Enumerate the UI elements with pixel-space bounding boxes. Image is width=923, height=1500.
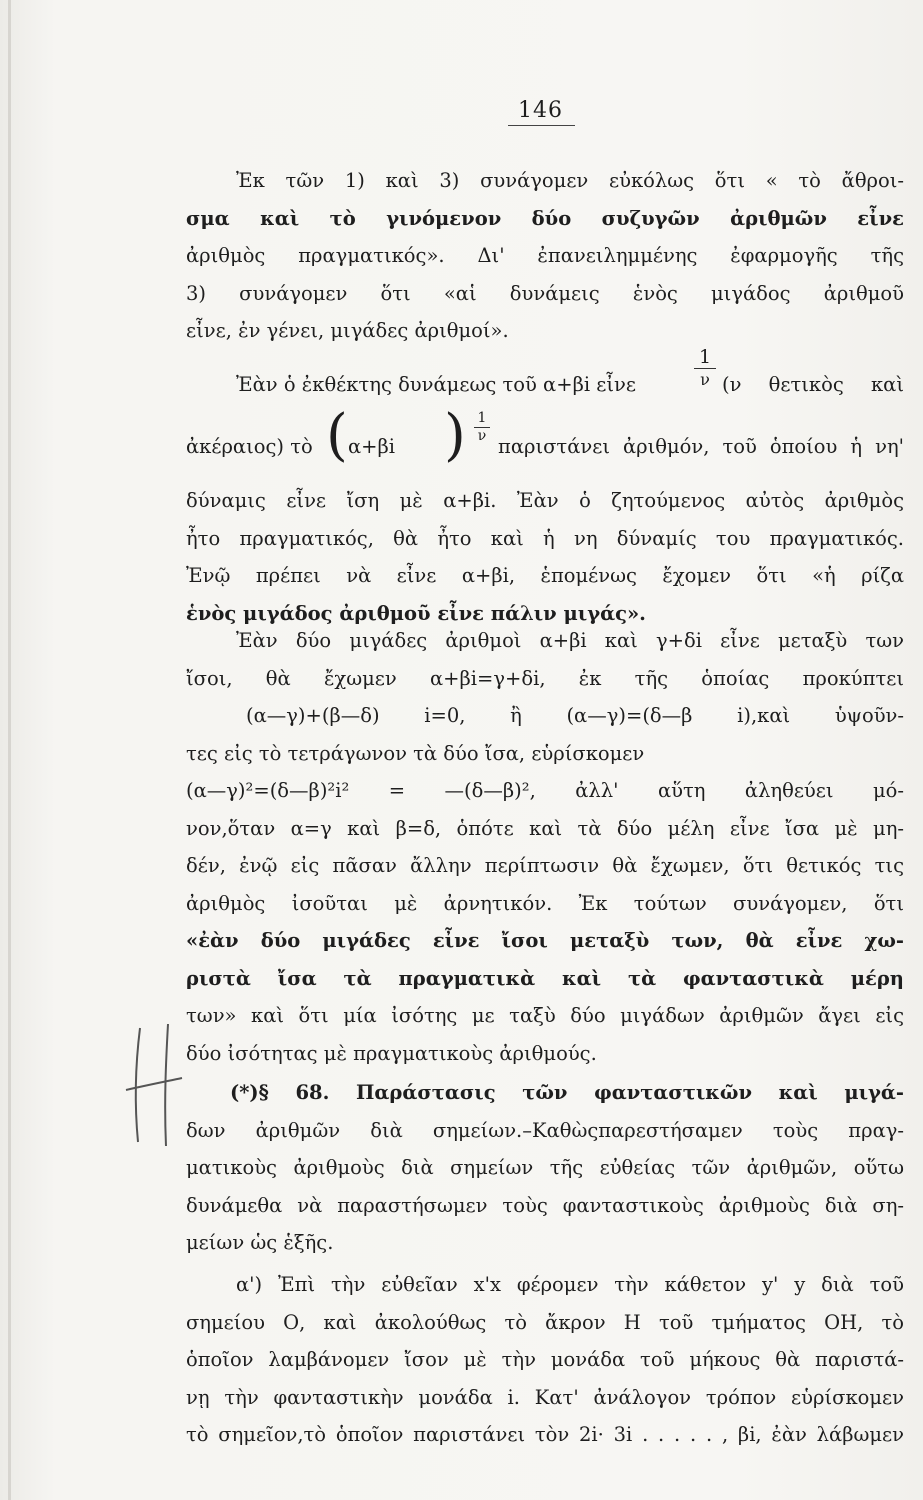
text-line: 3) συνάγομεν ὅτι «αἱ δυνάμεις ἑνὸς μιγάδος ἀριθμοῦ: [186, 281, 904, 305]
paragraph-1: [186, 162, 904, 350]
text-line: Ἐὰν ὁ ἐκθέκτης δυνάμεως τοῦ α+βi εἶνε: [236, 373, 636, 396]
fraction: [694, 346, 716, 391]
text-line: τες εἰς τὸ τετράγωνον τὰ δύο ἴσα, εὑρίσκομεν: [186, 741, 645, 765]
page-fold: [8, 0, 11, 1500]
text-line: ἀριθμὸς πραγματικός». Δι' ἐπανειλημμένης ἐφαρμογῆς τῆς: [186, 244, 904, 267]
text-line: ἀκέραιος) τὸ: [186, 435, 313, 458]
text-line: ἦτο πραγματικός, θὰ ἦτο καὶ ἡ νη δύναμίς του πραγματικός.: [186, 526, 904, 550]
text-line: δύο ἰσότητας μὲ πραγματικοὺς ἀριθμούς.: [186, 1041, 597, 1065]
text-line: ἴσοι, θὰ ἔχωμεν α+βi=γ+δi, ἐκ τῆς ὁποίας προκύπτει: [186, 666, 904, 690]
text-line: ὁποῖον λαμβάνομεν ἴσον μὲ τὴν μονάδα τοῦ μήκους θὰ παριστά-: [186, 1348, 904, 1371]
text-line: «ἐὰν δύο μιγάδες εἶνε ἴσοι μεταξὺ των, θὰ εἶνε χω-: [186, 929, 904, 952]
text-line: (α—γ)²=(δ—β)²i² = —(δ—β)², ἀλλ' αὕτη ἀληθεύει μό-: [186, 779, 904, 802]
text-line: δύναμις εἶνε ἴση μὲ α+βi. Ἐὰν ὁ ζητούμενος αὐτὸς ἀριθμὸς: [186, 489, 904, 512]
text-line: α') Ἐπὶ τὴν εὐθεῖαν x'x φέρομεν τὴν κάθετον y' y διὰ τοῦ: [236, 1273, 904, 1296]
left-paren: (: [326, 403, 348, 468]
fraction-denominator: ν: [700, 370, 710, 389]
text-line: Ἐὰν δύο μιγάδες ἀριθμοὶ α+βi καὶ γ+δi εἶνε μεταξὺ των: [236, 629, 904, 652]
text-line: Ἐκ τῶν 1) καὶ 3) συνάγομεν εὐκόλως ὅτι « τὸ ἄθροι-: [236, 169, 904, 192]
text-line: παριστάνει ἀριθμόν, τοῦ ὁποίου ἡ νη': [498, 435, 904, 458]
fraction-numerator: 1: [694, 346, 716, 369]
text-line: σμα καὶ τὸ γινόμενον δύο συζυγῶν ἀριθμῶν εἶνε: [186, 206, 904, 230]
text-line: ἑνὸς μιγάδος ἀριθμοῦ εἶνε πάλιν μιγάς».: [186, 601, 646, 625]
page-number: 146: [508, 98, 575, 126]
text-line: δυνάμεθα νὰ παραστήσωμεν τοὺς φανταστικοὺς ἀριθμοὺς διὰ ση-: [186, 1193, 904, 1217]
handwritten-margin-mark: [118, 1020, 188, 1150]
text-line: νον,ὅταν α=γ καὶ β=δ, ὁπότε καὶ τὰ δύο μέλη εἶνε ἴσα μὲ μη-: [186, 816, 904, 840]
paragraph-3: [186, 622, 904, 1072]
exponent-numerator: 1: [474, 410, 490, 428]
text-line: Ἐνῷ πρέπει νὰ εἶνε α+βi, ἑπομένως ἔχομεν ὅτι «ἡ ρίζα: [186, 564, 904, 587]
parenthesized-expression: α+βi: [348, 435, 396, 458]
text-line: δέν, ἐνῷ εἰς πᾶσαν ἄλλην περίπτωσιν θὰ ἔχωμεν, ὅτι θετικός τις: [186, 854, 904, 877]
text-line: δων ἀριθμῶν διὰ σημείων.–Καθὼςπαρεστήσαμεν τοὺς πραγ-: [186, 1118, 904, 1142]
text-line: των» καὶ ὅτι μία ἰσότης με ταξὺ δύο μιγάδων ἀριθμῶν ἄγει εἰς: [186, 1004, 904, 1027]
section-68: [186, 1074, 904, 1262]
text-line: ριστὰ ἴσα τὰ πραγματικὰ καὶ τὰ φανταστικὰ μέρη: [186, 966, 904, 990]
exponent-denominator: ν: [477, 428, 487, 444]
exponent-fraction: [474, 410, 490, 445]
text-line: (ν θετικὸς καὶ: [722, 373, 904, 396]
text-line: ἀριθμὸς ἰσοῦται μὲ ἀρνητικόν. Ἐκ τούτων συνάγομεν, ὅτι: [186, 891, 904, 915]
right-paren: ): [444, 403, 466, 468]
text-line: μείων ὡς ἑξῆς.: [186, 1231, 334, 1254]
text-line: τὸ σημεῖον,τὸ ὁποῖον παριστάνει τὸν 2i· 3i . . . . . , βi, ἐὰν λάβωμεν: [186, 1423, 904, 1446]
section-heading: (*)§ 68. Παράστασις τῶν φανταστικῶν καὶ μιγά-: [230, 1081, 904, 1104]
text-line: εἶνε, ἐν γένει, μιγάδες ἀριθμοί».: [186, 319, 509, 342]
text-line: σημείου Ο, καὶ ἀκολούθως τὸ ἄκρον Η τοῦ τμήματος ΟΗ, τὸ: [186, 1310, 904, 1334]
text-line: ματικοὺς ἀριθμοὺς διὰ σημείων τῆς εὐθείας τῶν ἀριθμῶν, οὕτω: [186, 1156, 904, 1179]
text-line: (α—γ)+(β—δ) i=0, ἢ (α—γ)=(δ—β i),καὶ ὑψοῦν-: [246, 704, 904, 727]
text-line: νῃ τὴν φανταστικὴν μονάδα i. Κατ' ἀνάλογον τρόπον εὑρίσκομεν: [186, 1385, 904, 1409]
paragraph-alpha: [186, 1266, 904, 1454]
